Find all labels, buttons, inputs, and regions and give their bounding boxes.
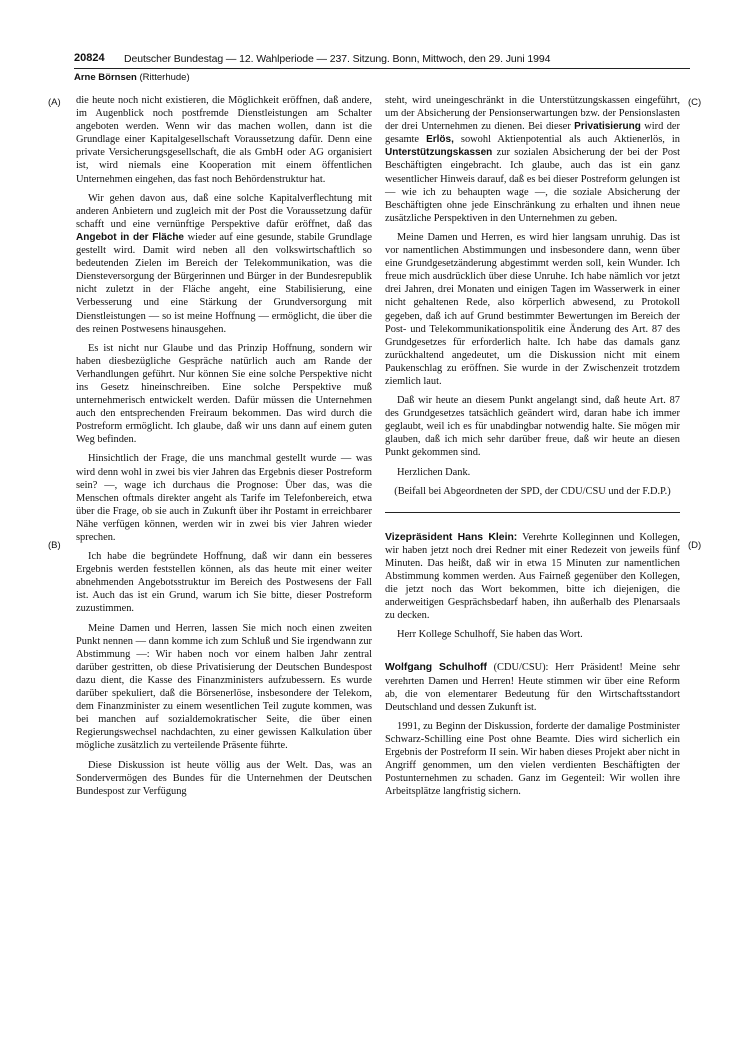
paragraph: Herr Kollege Schulhoff, Sie haben das Wort. [397, 629, 583, 641]
paragraph: Herzlichen Dank. [397, 466, 471, 478]
paragraph: steht, wird uneingeschränkt in die Unterstützungskassen eingeführt, um der Absicherung der Pensionserwartungen bzw. der Pensionslasten der drei Unternehmen zu dienen. Bei dieser Privatisierung wird der gesamte Erlös, sowohl Aktienpotential als auch Aktienerlös, in Unterstützungskassen zur sozialen Absicherung der bei der Post Beschäftigten eingebracht. Ich glaube, auch das ist ein ganz wesentlicher Hinweis darauf, daß es bei dieser Postreform gelungen ist — wie ich zu behaupten wage —, die soziale Absicherung der Beschäftigten ohne jede Einschränkung zu erhalten und ihnen neue zusätzliche Perspektiven in den Unternehmen zu geben. [385, 95, 681, 224]
paragraph: Daß wir heute an diesem Punkt angelangt sind, daß heute Art. 87 des Grundgesetzes tatsächlich geändert wird, daran habe ich immer geglaubt, weil ich es für unabdingbar notwendig halte. Sie mögen mir glauben, daß ich mich sehr darüber freue, daß wir heute an diesen Punkt gekommen sind. [385, 395, 680, 459]
paragraph: 1991, zu Beginn der Diskussion, forderte der damalige Postminister Schwarz-Schilling eine Post ohne Beamte. Dies wird sicherlich ein Ergebnis der Postreform II sein. Wir haben dieses Projekt aber nicht in Angriff genommen, um den vielen verdienten Beschäftigten der Postunternehmen zu schaden. Ganz im Gegenteil: Wir wollen ihre Arbeitsplätze langfristig sichern. [385, 720, 680, 798]
emphasis: Angebot in der Fläche [76, 231, 184, 243]
speaker-name: Arne Börnsen [74, 72, 137, 83]
speaker-place: (Ritterhude) [139, 72, 190, 83]
paragraph: Es ist nicht nur Glaube und das Prinzip Hoffnung, sondern wir haben diesbezügliche Gespräche natürlich auch am Rande der Verhandlungen geführt. Nur können Sie eine solche Perspektive nicht ins Gesetz hineinschreiben. Eine solche Perspektive muß unternehmerisch entwickelt werden. Dafür müssen die Unternehmen auch den entsprechenden Freiraum bekommen. Das wird durch die Postreform ermöglicht. Ich glaube, daß wir uns dann auf einem guten Weg befinden. [76, 342, 372, 446]
paragraph: Wir gehen davon aus, daß eine solche Kapitalverflechtung mit anderen Anbietern und zugleich mit der Post die Voraussetzung dafür schafft und eine vernünftige Perspektive dafür eröffnet, daß das Angebot in der Fläche wieder auf eine gesunde, stabile Grundlage gestellt wird. Damit wird neben all den volkswirtschaftlich so bedeutenden Zielen im Bereich der Telekommunikation, was die Diensteversorgung der Bürgerinnen und Bürger in der Bundesrepublik nicht zuletzt in der Fläche angeht, eine Stabilisierung, eine Verbesserung und eine Stärkung der Grundversorgung mit Dienstleistungen — so ist meine Hoffnung — ermöglicht, die über die des reinen Postwesens hinausgehen. [76, 192, 372, 335]
margin-mark-d: (D) [688, 540, 702, 551]
margin-mark-a: (A) [48, 97, 61, 108]
emphasis: Erlös, [426, 134, 454, 146]
paragraph: Diese Diskussion ist heute völlig aus der Welt. Das, was an Sondervermögen des Bundes für die Unternehmen der Deutschen Bundespost zur Verfügung [76, 759, 372, 797]
margin-mark-b: (B) [48, 540, 61, 551]
paragraph: Vizepräsident Hans Klein: Verehrte Kolleginnen und Kollegen, wir haben jetzt noch drei Redner mit einer Redezeit von jeweils fünf Minuten. Das heißt, daß wir in etwa 15 Minuten zur namentlichen Abstimmung kommen werden. Aus Fairneß gegenüber den Kollegen, die jetzt noch das Wort bekommen, bitte ich diejenigen, die anderweitigen Gesprächsbedarf haben, ihn außerhalb des Plenarsaals zu decken. [385, 531, 681, 622]
paragraph: die heute noch nicht existieren, die Möglichkeit eröffnen, daß andere, im Augenblick noch postfremde Dienstleistungen am Schalter angeboten werden. Wenn wir das machen wollen, dann ist die Grundlage einer Kapitalgesellschaft Voraussetzung dafür. Denn eine private Versicherungsgesellschaft, die als GmbH oder AG organisiert ist, wird niemals eine Kooperation mit einem öffentlichen Unternehmen eingehen, das fast noch Behördenstruktur hat. [76, 95, 372, 185]
header-rule [74, 68, 690, 69]
running-title: Deutscher Bundestag — 12. Wahlperiode — 237. Sitzung. Bonn, Mittwoch, den 29. Juni 1994 [124, 53, 551, 65]
speaker-name: Vizepräsident Hans Klein: [385, 531, 518, 543]
section-divider [385, 512, 680, 513]
speaker-name: Wolfgang Schulhoff [385, 662, 487, 674]
speaker-line [74, 72, 190, 83]
paragraph: Ich habe die begründete Hoffnung, daß wir dann ein besseres Ergebnis werden feststellen können, als das heute mit einer weiter abnehmenden Angebotsstruktur im Bereich des Postwesens der Fall ist. Auch das ist ein Grund, warum ich Sie bitte, dieser Postreform zuzustimmen. [76, 551, 372, 615]
left-column [76, 94, 372, 804]
right-column [385, 94, 680, 804]
paragraph: Wolfgang Schulhoff (CDU/CSU): Herr Präsident! Meine sehr verehrten Damen und Herren! Heute stimmen wir über eine Reform ab, die von elementarer Bedeutung für den Wirtschaftsstandort Deutschland und dessen Zukunft ist. [385, 662, 680, 713]
page-number: 20824 [74, 52, 105, 64]
paragraph: Meine Damen und Herren, es wird hier langsam unruhig. Das ist vor namentlichen Abstimmungen und insbesondere dann, wenn über eine Grundgesetzänderung abgestimmt werden soll, kein Wunder. Ich freue mich ausdrücklich über diese Unruhe. Ich habe nämlich vor jetzt drei Jahren, drei Monaten und einigen Tagen im Wasserwerk in einer nicht gehaltenen Rede, also körperlich abwesend, zu Protokoll gegeben, daß ich auf Grund bestimmter Bewertungen im Bereich der Post- und Telekommunikationspolitik eine Änderung des Art. 87 des Grundgesetzes für erforderlich halte. Ich habe das damals ganz zurückhaltend angedeutet, um die Diskussion nicht mit einem Paukenschlag zu eröffnen. Sie wurde in der Zwischenzeit trotzdem ziemlich laut. [385, 231, 680, 387]
margin-mark-c: (C) [688, 97, 702, 108]
paragraph: Hinsichtlich der Frage, die uns manchmal gestellt wurde — was wird denn wohl in zwei bis vier Jahren das Ergebnis dieser Postreform sein? —, wage ich durchaus die Prognose: Über das, was die Menschen oftmals direkter angeht als Tarife im Telefonbereich, etwa über die Frage, ob sie auch in Zukunft über ihr Postamt in erreichbarer Nähe verfügen können, werden wir in zwei bis vier Jahren wieder sprechen. [76, 453, 372, 543]
emphasis: Unterstützungskassen [385, 147, 493, 159]
applause-note: (Beifall bei Abgeordneten der SPD, der CDU/CSU und der F.D.P.) [394, 485, 671, 497]
paragraph: Meine Damen und Herren, lassen Sie mich noch einen zweiten Punkt nennen — dann komme ich zum Schluß und Sie irgendwann zur Abstimmung —: Wir haben noch vor einem halben Jahr zentral darüber gestritten, ob diese Privatisierung der Deutschen Bundespost dazu dient, die Kasse des Finanzministers aufzubessern. Es wurde darüber spekuliert, daß die Börsenerlöse, insbesondere der Telekom, dem Finanzminister zu einem wesentlichen Teil zugute kommen, was bei manchen auf sozialdemokratischer Seite, die über einen Regierungswechsel nachdachten, zu einer gewissen Kalkulation über mögliche zusätzlich zu verteilende Präsente führte. [76, 622, 372, 752]
emphasis: Privatisierung [574, 121, 641, 133]
